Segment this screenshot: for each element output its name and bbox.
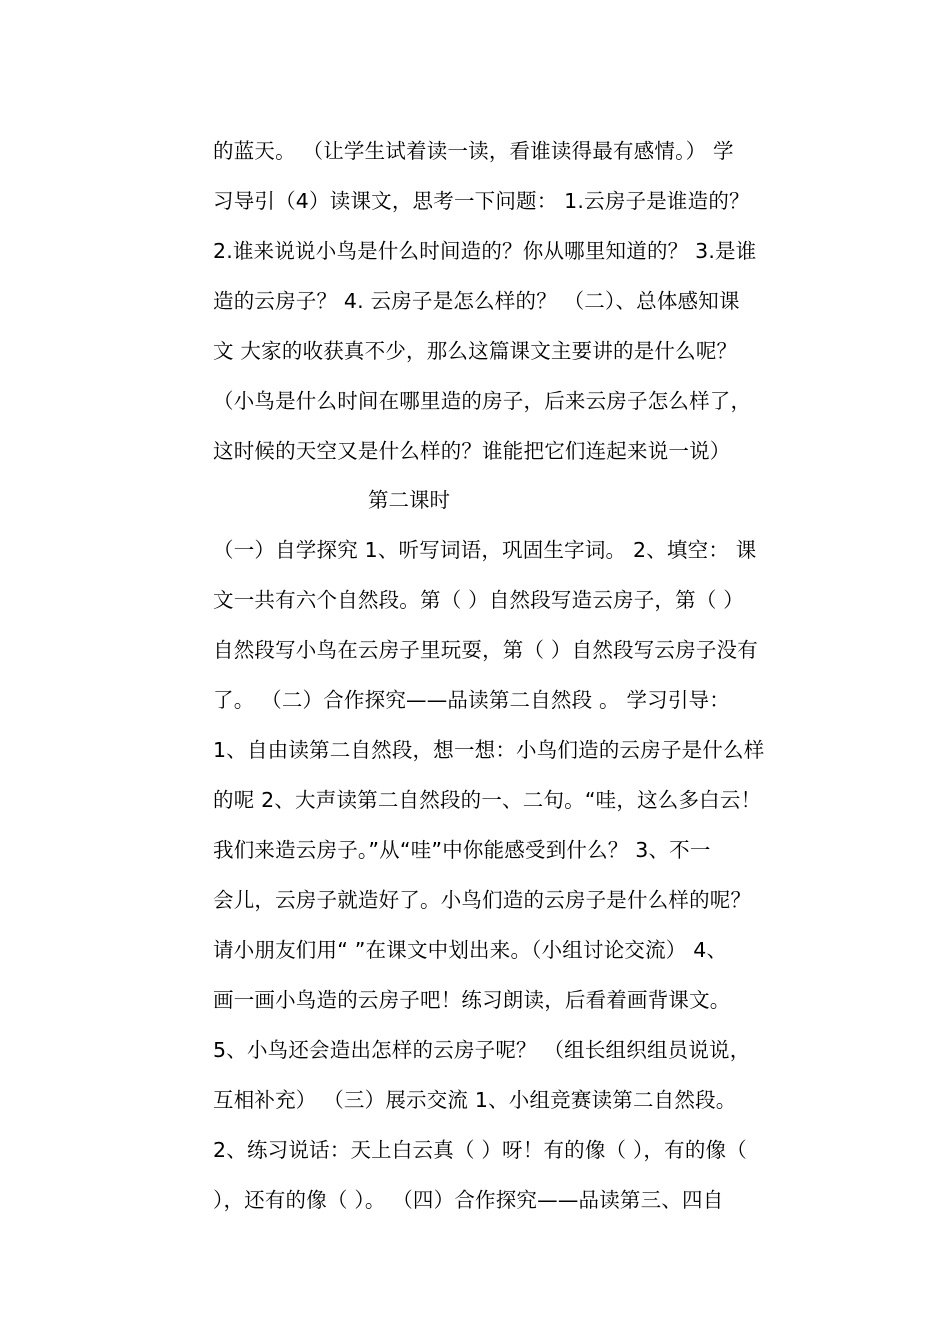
- text-line: 2、练习说话：天上白云真（ ）呀！有的像（ ），有的像（: [213, 1138, 747, 1162]
- text-line: 这时候的天空又是什么样的？谁能把它们连起来说一说）: [213, 439, 731, 463]
- text-line: 1、自由读第二自然段，想一想：小鸟们造的云房子是什么样: [213, 738, 765, 762]
- text-line: ），还有的像（ ）。 （四）合作探究——品读第三、四自: [213, 1188, 724, 1212]
- text-line: 习导引（4）读课文，思考一下问题： 1.云房子是谁造的？: [213, 189, 750, 213]
- text-line: 画一画小鸟造的云房子吧！练习朗读，后看着画背课文。: [213, 988, 731, 1012]
- text-line: 会儿，云房子就造好了。小鸟们造的云房子是什么样的呢？: [213, 888, 752, 912]
- text-line: （一）自学探究 1、听写词语，巩固生字词。 2、填空： 课: [213, 538, 757, 562]
- text-line: 的呢 2、大声读第二自然段的一、二句。“哇，这么多白云！: [213, 788, 762, 812]
- text-line: 造的云房子？ 4. 云房子是怎么样的？ （二）、总体感知课: [213, 289, 740, 313]
- text-line: 请小朋友们用“ ”在课文中划出来。（小组讨论交流） 4、: [213, 938, 728, 962]
- text-line: 2.谁来说说小鸟是什么时间造的？你从哪里知道的？ 3.是谁: [213, 239, 757, 263]
- text-line: 互相补充） （三）展示交流 1、小组竞赛读第二自然段。: [213, 1088, 737, 1112]
- text-line: 自然段写小鸟在云房子里玩耍，第（ ）自然段写云房子没有: [213, 638, 758, 662]
- text-line: 文一共有六个自然段。第（ ）自然段写造云房子，第（ ）: [213, 588, 744, 612]
- text-line: 我们来造云房子。”从“哇”中你能感受到什么？ 3、不一: [213, 838, 711, 862]
- text-line: 了。 （二）合作探究——品读第二自然段 。 学习引导：: [213, 688, 730, 712]
- text-line: 文 大家的收获真不少，那么这篇课文主要讲的是什么呢？: [213, 339, 738, 363]
- text-line: （小鸟是什么时间在哪里造的房子，后来云房子怎么样了，: [213, 389, 752, 413]
- section-heading: 第二课时: [368, 488, 450, 512]
- text-line: 5、小鸟还会造出怎样的云房子呢？ （组长组织组员说说，: [213, 1038, 751, 1062]
- text-line: 的蓝天。 （让学生试着读一读，看谁读得最有感情。） 学: [213, 139, 734, 163]
